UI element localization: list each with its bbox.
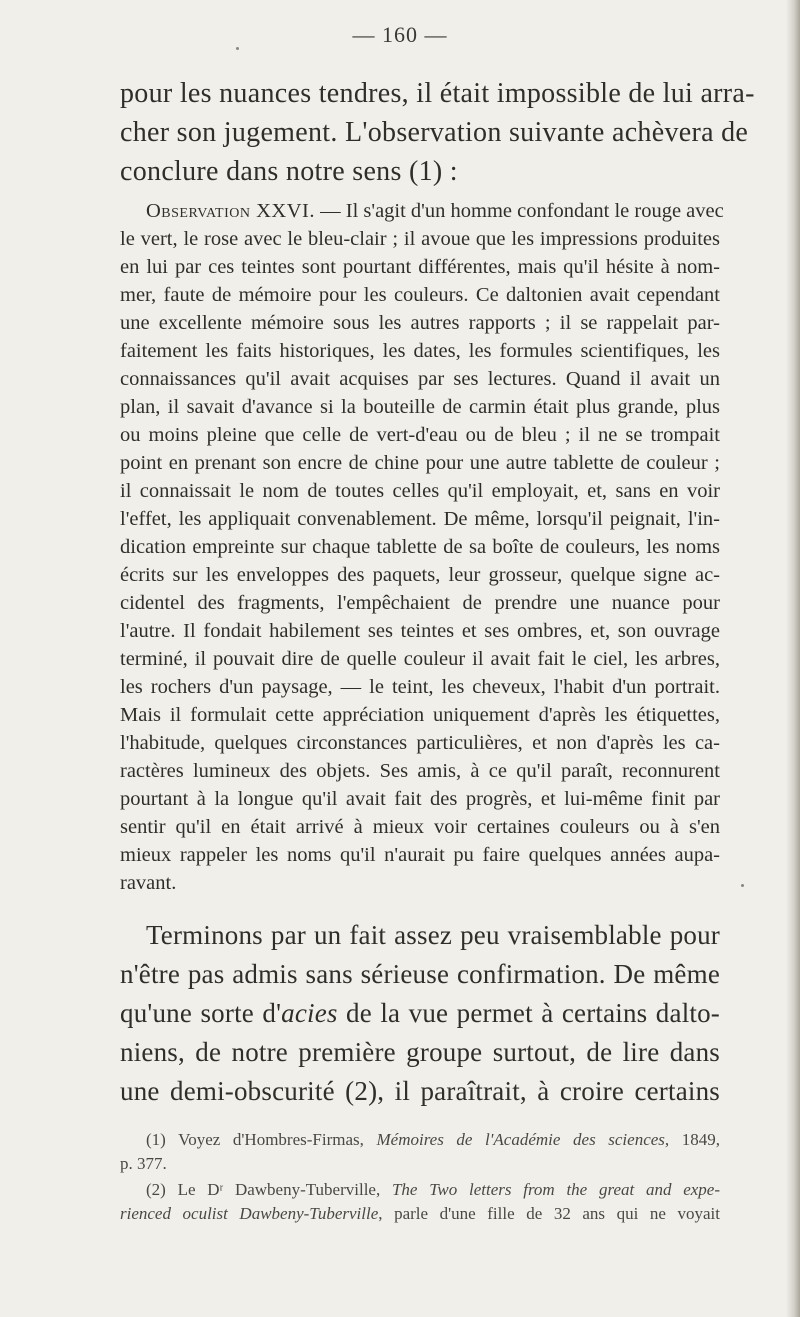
observation-line-18: les rochers d'un paysage, — le teint, les cheveux, l'habit d'un portrait.	[120, 676, 720, 698]
observation-heading: Observation XXVI.	[146, 200, 315, 222]
paper-speck	[236, 47, 239, 50]
closing-line-5: une demi-obscurité (2), il paraîtrait, à croire certains	[120, 1076, 720, 1106]
footnote-1-italic: Mémoires de l'Académie des sciences	[376, 1130, 665, 1149]
observation-first-line	[146, 200, 724, 223]
observation-line-13: dication empreinte sur chaque tablette de sa boîte de couleurs, les noms	[120, 536, 720, 558]
lead-line-3: conclure dans notre sens (1) :	[120, 156, 458, 187]
observation-line-20: l'habitude, quelques circonstances particulières, et non d'après les ca-	[120, 732, 720, 754]
observation-line-11: il connaissait le nom de toutes celles qu'il employait, et, sans en voir	[120, 480, 720, 502]
closing-line-4: niens, de notre première groupe surtout, de lire dans	[120, 1037, 720, 1067]
closing-line-3-italic: acies	[281, 998, 338, 1028]
footnote-1-b: , 1849,	[664, 1130, 721, 1149]
observation-line-19: Mais il formulait cette appréciation uniquement d'après les étiquettes,	[120, 704, 720, 726]
observation-line-23: sentir qu'il en était arrivé à mieux voir certaines couleurs ou à s'en	[120, 816, 720, 838]
observation-line-5: une excellente mémoire sous les autres rapports ; il se rappelait par-	[120, 312, 720, 334]
observation-line-12: l'effet, les appliquait convenablement. De même, lorsqu'il peignait, l'in-	[120, 508, 720, 530]
observation-line-1: — Il s'agit d'un homme confondant le rouge avec	[320, 200, 724, 222]
observation-line-17: terminé, il pouvait dire de quelle couleur il avait fait le ciel, les arbres,	[120, 648, 720, 670]
observation-line-8: plan, il savait d'avance si la bouteille de carmin était plus grande, plus	[120, 396, 720, 418]
footnote-2-a: (2) Le Dʳ Dawbeny-Tuberville,	[146, 1180, 392, 1199]
footnote-1-continued: p. 377.	[120, 1154, 167, 1173]
closing-line-3	[120, 998, 720, 1029]
lead-line-2: cher son jugement. L'observation suivante achèvera de	[120, 117, 749, 148]
footnote-1	[146, 1130, 720, 1150]
observation-line-14: écrits sur les enveloppes des paquets, leur grosseur, quelque signe ac-	[120, 564, 720, 586]
page-binding-shadow	[786, 0, 800, 1317]
observation-line-10: point en prenant son encre de chine pour une autre tablette de couleur ;	[120, 452, 720, 474]
observation-line-2: le vert, le rose avec le bleu-clair ; il avoue que les impressions produites	[120, 228, 720, 250]
observation-line-9: ou moins pleine que celle de vert-d'eau ou de bleu ; il ne se trompait	[120, 424, 720, 446]
observation-line-3: en lui par ces teintes sont pourtant différentes, mais qu'il hésite à nom-	[120, 256, 720, 278]
footnote-2-continued	[120, 1204, 720, 1224]
observation-line-22: pourtant à la longue qu'il avait fait des progrès, et lui-même finit par	[120, 788, 720, 810]
footnote-2-cont-b: , parle d'une fille de 32 ans qui ne voyait	[378, 1204, 720, 1223]
observation-line-15: cidentel des fragments, l'empêchaient de prendre une nuance pour	[120, 592, 720, 614]
observation-line-25: ravant.	[120, 872, 177, 894]
lead-line-1: pour les nuances tendres, il était impossible de lui arra-	[120, 78, 755, 109]
footnote-2	[146, 1180, 720, 1200]
observation-line-21: ractères lumineux des objets. Ses amis, à ce qu'il paraît, reconnurent	[120, 760, 720, 782]
footnote-2-italic: The Two letters from the great and expe-	[391, 1180, 720, 1199]
footnote-1-a: (1) Voyez d'Hombres-Firmas,	[146, 1130, 377, 1149]
observation-line-7: connaissances qu'il avait acquises par ses lectures. Quand il avait un	[120, 368, 720, 390]
closing-line-2: n'être pas admis sans sérieuse confirmation. De même	[120, 959, 720, 989]
closing-line-1: Terminons par un fait assez peu vraisemblable pour	[146, 920, 720, 950]
observation-line-4: mer, faute de mémoire pour les couleurs. Ce daltonien avait cependant	[120, 284, 720, 306]
page-number: — 160 —	[352, 22, 448, 47]
closing-line-3-a: qu'une sorte d'	[120, 998, 282, 1028]
observation-line-16: l'autre. Il fondait habilement ses teintes et ses ombres, et, son ouvrage	[120, 620, 720, 642]
paper-speck	[741, 884, 744, 887]
observation-line-6: faitement les faits historiques, les dates, les formules scientifiques, les	[120, 340, 720, 362]
footnote-2-cont-italic: rienced oculist Dawbeny-Tuberville	[120, 1204, 379, 1223]
closing-line-3-b: de la vue permet à certains dalto-	[337, 998, 720, 1028]
observation-line-24: mieux rappeler les noms qu'il n'aurait pu faire quelques années aupa-	[120, 844, 720, 866]
